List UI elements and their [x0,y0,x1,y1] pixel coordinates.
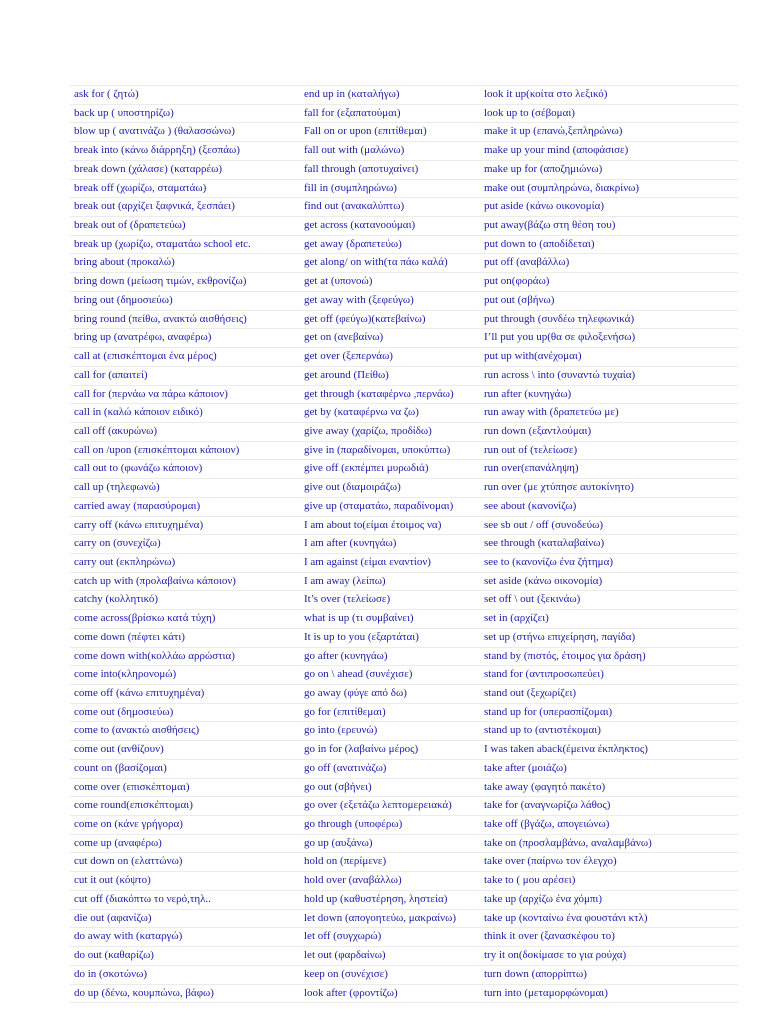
phrasal-verb-entry: die out (αφανίζω) [70,909,300,928]
phrasal-verb-entry: cut down on (ελαττώνω) [70,853,300,872]
phrasal-verb-entry: go away (φύγε από δω) [300,685,480,704]
phrasal-verb-entry: call in (καλώ κάποιον ειδικό) [70,404,300,423]
phrasal-verb-entry: take up (αρχίζω ένα χόμπι) [480,890,738,909]
phrasal-verb-entry: break down (χάλασε) (καταρρέω) [70,160,300,179]
table-row [70,984,738,1003]
phrasal-verb-entry: set up (στήνω επιχείρηση, παγίδα) [480,628,738,647]
phrasal-verb-entry: look it up(κοίτα στο λεξικό) [480,86,738,105]
phrasal-verb-entry: get through (καταφέρνω ,περνάω) [300,385,480,404]
phrasal-verb-entry: do in (σκοτώνω) [70,965,300,984]
phrasal-verb-entry: come across(βρίσκω κατά τύχη) [70,610,300,629]
phrasal-verbs-table-body [70,86,738,1003]
phrasal-verb-entry: bring about (προκαλώ) [70,254,300,273]
table-row [70,591,738,610]
phrasal-verb-entry: catchy (κολλητικό) [70,591,300,610]
phrasal-verb-entry: stand up for (υπερασπίζομαι) [480,703,738,722]
phrasal-verb-entry: run over (με χτύπησε αυτοκίνητο) [480,479,738,498]
phrasal-verb-entry: let off (συγχωρώ) [300,928,480,947]
phrasal-verb-entry: give out (διαμοιράζω) [300,479,480,498]
phrasal-verb-entry: I was taken aback(έμεινα έκπληκτος) [480,741,738,760]
table-row [70,497,738,516]
phrasal-verb-entry: come round(επισκέπτομαι) [70,797,300,816]
phrasal-verb-entry: end up in (καταλήγω) [300,86,480,105]
phrasal-verb-entry: take to ( μου αρέσει) [480,872,738,891]
phrasal-verb-entry: I am away (λείπω) [300,572,480,591]
phrasal-verb-entry: see sb out / off (συνοδεύω) [480,516,738,535]
phrasal-verb-entry: back up ( υποστηρίζω) [70,104,300,123]
phrasal-verb-entry: make out (συμπληρώνω, διακρίνω) [480,179,738,198]
table-row [70,853,738,872]
phrasal-verb-entry: count on (βασίζομαι) [70,759,300,778]
phrasal-verb-entry: come out (ανθίζουν) [70,741,300,760]
table-row [70,310,738,329]
phrasal-verb-entry: set aside (κάνω οικονομία) [480,572,738,591]
table-row [70,947,738,966]
phrasal-verb-entry: make up your mind (αποφάσισε) [480,142,738,161]
table-row [70,198,738,217]
phrasal-verb-entry: It is up to you (εξαρτάται) [300,628,480,647]
phrasal-verb-entry: get on (ανεβαίνω) [300,329,480,348]
phrasal-verb-entry: get away (δραπετεύω) [300,235,480,254]
phrasal-verb-entry: I’ll put you up(θα σε φιλοξενήσω) [480,329,738,348]
phrasal-verb-entry: go over (εξετάζω λεπτομερειακά) [300,797,480,816]
phrasal-verb-entry: run away with (δραπετεύω με) [480,404,738,423]
table-row [70,385,738,404]
phrasal-verb-entry: Fall on or upon (επιτίθεμαι) [300,123,480,142]
phrasal-verb-entry: make it up (επανώ,ξεπληρώνω) [480,123,738,142]
phrasal-verb-entry: call up (τηλεφωνώ) [70,479,300,498]
phrasal-verb-entry: I am against (είμαι εναντίον) [300,553,480,572]
phrasal-verb-entry: put out (σβήνω) [480,291,738,310]
phrasal-verb-entry: call out to (φωνάζω κάποιον) [70,460,300,479]
phrasal-verb-entry: cut it out (κόψτο) [70,872,300,891]
table-row [70,816,738,835]
phrasal-verb-entry: ask for ( ζητώ) [70,86,300,105]
table-row [70,647,738,666]
phrasal-verb-entry: set off \ out (ξεκινάω) [480,591,738,610]
phrasal-verb-entry: come up (αναφέρω) [70,834,300,853]
phrasal-verb-entry: get at (υπονοώ) [300,273,480,292]
table-row [70,797,738,816]
phrasal-verb-entry: come down with(κολλάω αρρώστια) [70,647,300,666]
table-row [70,872,738,891]
table-row [70,348,738,367]
table-row [70,123,738,142]
phrasal-verb-entry: break out (αρχίζει ξαφνικά, ξεσπάει) [70,198,300,217]
phrasal-verb-entry: go through (υποφέρω) [300,816,480,835]
phrasal-verb-entry: break up (χωρίζω, σταματάω school etc. [70,235,300,254]
table-row [70,628,738,647]
table-row [70,703,738,722]
table-row [70,366,738,385]
phrasal-verb-entry: put on(φοράω) [480,273,738,292]
phrasal-verb-entry: carry out (εκπληρώνω) [70,553,300,572]
table-row [70,666,738,685]
phrasal-verb-entry: bring down (μείωση τιμών, εκθρονίζω) [70,273,300,292]
phrasal-verb-entry: get away with (ξεφεύγω) [300,291,480,310]
table-row [70,965,738,984]
table-row [70,86,738,105]
phrasal-verb-entry: do up (δένω, κουμπώνω, βάφω) [70,984,300,1003]
phrasal-verb-entry: let down (απογοητεύω, μακραίνω) [300,909,480,928]
phrasal-verb-entry: go for (επιτίθεμαι) [300,703,480,722]
phrasal-verb-entry: call on /upon (επισκέπτομαι κάποιον) [70,441,300,460]
phrasal-verb-entry: take on (προσλαμβάνω, αναλαμβάνω) [480,834,738,853]
phrasal-verb-entry: put aside (κάνω οικονομία) [480,198,738,217]
table-row [70,217,738,236]
table-row [70,254,738,273]
phrasal-verb-entry: do out (καθαρίζω) [70,947,300,966]
phrasal-verb-entry: catch up with (προλαβαίνω κάποιον) [70,572,300,591]
phrasal-verb-entry: put up with(ανέχομαι) [480,348,738,367]
phrasal-verb-entry: put away(βάζω στη θέση του) [480,217,738,236]
table-row [70,460,738,479]
table-row [70,722,738,741]
table-row [70,160,738,179]
phrasal-verb-entry: see about (κανονίζω) [480,497,738,516]
table-row [70,778,738,797]
phrasal-verb-entry: blow up ( ανατινάζω ) (θαλασσώνω) [70,123,300,142]
phrasal-verb-entry: stand for (αντιπροσωπεύει) [480,666,738,685]
phrasal-verb-entry: try it on(δοκίμασε το για ρούχα) [480,947,738,966]
phrasal-verb-entry: see to (κανονίζω ένα ζήτημα) [480,553,738,572]
phrasal-verb-entry: break out of (δραπετεύω) [70,217,300,236]
phrasal-verb-entry: take over (παίρνω τον έλεγχο) [480,853,738,872]
phrasal-verb-entry: turn into (μεταμορφώνομαι) [480,984,738,1003]
table-row [70,291,738,310]
phrasal-verb-entry: hold on (περίμενε) [300,853,480,872]
phrasal-verb-entry: look up to (σέβομαι) [480,104,738,123]
phrasal-verb-entry: get along/ on with(τα πάω καλά) [300,254,480,273]
phrasal-verb-entry: get around (Πείθω) [300,366,480,385]
table-row [70,235,738,254]
table-row [70,909,738,928]
table-row [70,834,738,853]
phrasal-verb-entry: look after (φροντίζω) [300,984,480,1003]
phrasal-verb-entry: get across (κατανοούμαι) [300,217,480,236]
phrasal-verb-entry: see through (καταλαβαίνω) [480,535,738,554]
phrasal-verb-entry: come off (κάνω επιτυχημένα) [70,685,300,704]
phrasal-verb-entry: run after (κυνηγάω) [480,385,738,404]
phrasal-verb-entry: give up (σταματάω, παραδίνομαι) [300,497,480,516]
table-row [70,273,738,292]
table-row [70,759,738,778]
phrasal-verb-entry: take up (κονταίνω ένα φουστάνι κτλ) [480,909,738,928]
phrasal-verb-entry: I am about to(είμαι έτοιμος να) [300,516,480,535]
table-row [70,516,738,535]
phrasal-verb-entry: break off (χωρίζω, σταματάω) [70,179,300,198]
phrasal-verb-entry: get off (φεύγω)(κατεβαίνω) [300,310,480,329]
phrasal-verb-entry: fall for (εξαπατούμαι) [300,104,480,123]
phrasal-verb-entry: take for (αναγνωρίζω λάθος) [480,797,738,816]
phrasal-verb-entry: carried away (παρασύρομαι) [70,497,300,516]
phrasal-verb-entry: go in for (λαβαίνω μέρος) [300,741,480,760]
phrasal-verb-entry: hold over (αναβάλλω) [300,872,480,891]
table-row [70,572,738,591]
phrasal-verb-entry: give in (παραδίνομαι, υποκύπτω) [300,441,480,460]
phrasal-verb-entry: come on (κάνε γρήγορα) [70,816,300,835]
table-row [70,104,738,123]
phrasal-verb-entry: hold up (καθυστέρηση, ληστεία) [300,890,480,909]
phrasal-verb-entry: come down (πέφτει κάτι) [70,628,300,647]
table-row [70,890,738,909]
phrasal-verb-entry: call for (απαιτεί) [70,366,300,385]
phrasal-verb-entry: think it over (ξανασκέφου το) [480,928,738,947]
phrasal-verb-entry: take off (βγάζω, απογειώνω) [480,816,738,835]
phrasal-verb-entry: call for (περνάω να πάρω κάποιον) [70,385,300,404]
phrasal-verb-entry: run across \ into (συναντώ τυχαία) [480,366,738,385]
phrasal-verb-entry: make up for (αποζημιώνω) [480,160,738,179]
phrasal-verb-entry: come into(κληρονομώ) [70,666,300,685]
phrasal-verb-entry: go out (σβήνει) [300,778,480,797]
phrasal-verb-entry: give off (εκπέμπει μυρωδιά) [300,460,480,479]
table-row [70,685,738,704]
table-row [70,553,738,572]
phrasal-verb-entry: fill in (συμπληρώνω) [300,179,480,198]
table-row [70,142,738,161]
phrasal-verb-entry: stand up to (αντιστέκομαι) [480,722,738,741]
phrasal-verb-entry: get over (ξεπερνάω) [300,348,480,367]
phrasal-verb-entry: carry off (κάνω επιτυχημένα) [70,516,300,535]
phrasal-verb-entry: fall out with (μαλώνω) [300,142,480,161]
table-row [70,404,738,423]
phrasal-verb-entry: call at (επισκέπτομαι ένα μέρος) [70,348,300,367]
phrasal-verb-entry: keep on (συνέχισε) [300,965,480,984]
phrasal-verb-entry: go on \ ahead (συνέχισε) [300,666,480,685]
table-row [70,610,738,629]
phrasal-verb-entry: It’s over (τελείωσε) [300,591,480,610]
phrasal-verb-entry: let out (φαρδαίνω) [300,947,480,966]
phrasal-verb-entry: bring out (δημοσιεύω) [70,291,300,310]
phrasal-verb-entry: carry on (συνεχίζω) [70,535,300,554]
phrasal-verb-entry: I am after (κυνηγάω) [300,535,480,554]
phrasal-verb-entry: go up (αυξάνω) [300,834,480,853]
phrasal-verb-entry: run over(επανάληψη) [480,460,738,479]
phrasal-verb-entry: do away with (καταργώ) [70,928,300,947]
phrasal-verbs-table [70,85,738,1003]
phrasal-verb-entry: stand by (πιστός, έτοιμος για δράση) [480,647,738,666]
phrasal-verb-entry: call off (ακυρώνω) [70,422,300,441]
phrasal-verb-entry: come to (ανακτώ αισθήσεις) [70,722,300,741]
phrasal-verb-entry: what is up (τι συμβαίνει) [300,610,480,629]
phrasal-verb-entry: run down (εξαντλούμαι) [480,422,738,441]
phrasal-verb-entry: go into (ερευνώ) [300,722,480,741]
table-row [70,422,738,441]
phrasal-verb-entry: find out (ανακαλύπτω) [300,198,480,217]
phrasal-verb-entry: go after (κυνηγάω) [300,647,480,666]
table-row [70,741,738,760]
phrasal-verb-entry: give away (χαρίζω, προδίδω) [300,422,480,441]
phrasal-verb-entry: put down to (αποδίδεται) [480,235,738,254]
table-row [70,441,738,460]
table-row [70,479,738,498]
table-row [70,179,738,198]
phrasal-verb-entry: cut off (διακόπτω το νερό,τηλ.. [70,890,300,909]
phrasal-verb-entry: come over (επισκέπτομαι) [70,778,300,797]
phrasal-verb-entry: stand out (ξεχωρίζει) [480,685,738,704]
phrasal-verb-entry: go off (ανατινάζω) [300,759,480,778]
phrasal-verb-entry: take away (φαγητό πακέτο) [480,778,738,797]
phrasal-verb-entry: turn down (απορρίπτω) [480,965,738,984]
table-row [70,329,738,348]
phrasal-verb-entry: get by (καταφέρνω να ζω) [300,404,480,423]
phrasal-verb-entry: come out (δημοσιεύω) [70,703,300,722]
phrasal-verb-entry: bring up (ανατρέφω, αναφέρω) [70,329,300,348]
table-row [70,928,738,947]
phrasal-verb-entry: put through (συνδέω τηλεφωνικά) [480,310,738,329]
phrasal-verb-entry: bring round (πείθω, ανακτώ αισθήσεις) [70,310,300,329]
phrasal-verb-entry: break into (κάνω διάρρηξη) (ξεσπάω) [70,142,300,161]
phrasal-verb-entry: fall through (αποτυχαίνει) [300,160,480,179]
phrasal-verb-entry: run out of (τελείωσε) [480,441,738,460]
phrasal-verb-entry: put off (αναβάλλω) [480,254,738,273]
phrasal-verb-entry: set in (αρχίζει) [480,610,738,629]
phrasal-verb-entry: take after (μοιάζω) [480,759,738,778]
table-row [70,535,738,554]
